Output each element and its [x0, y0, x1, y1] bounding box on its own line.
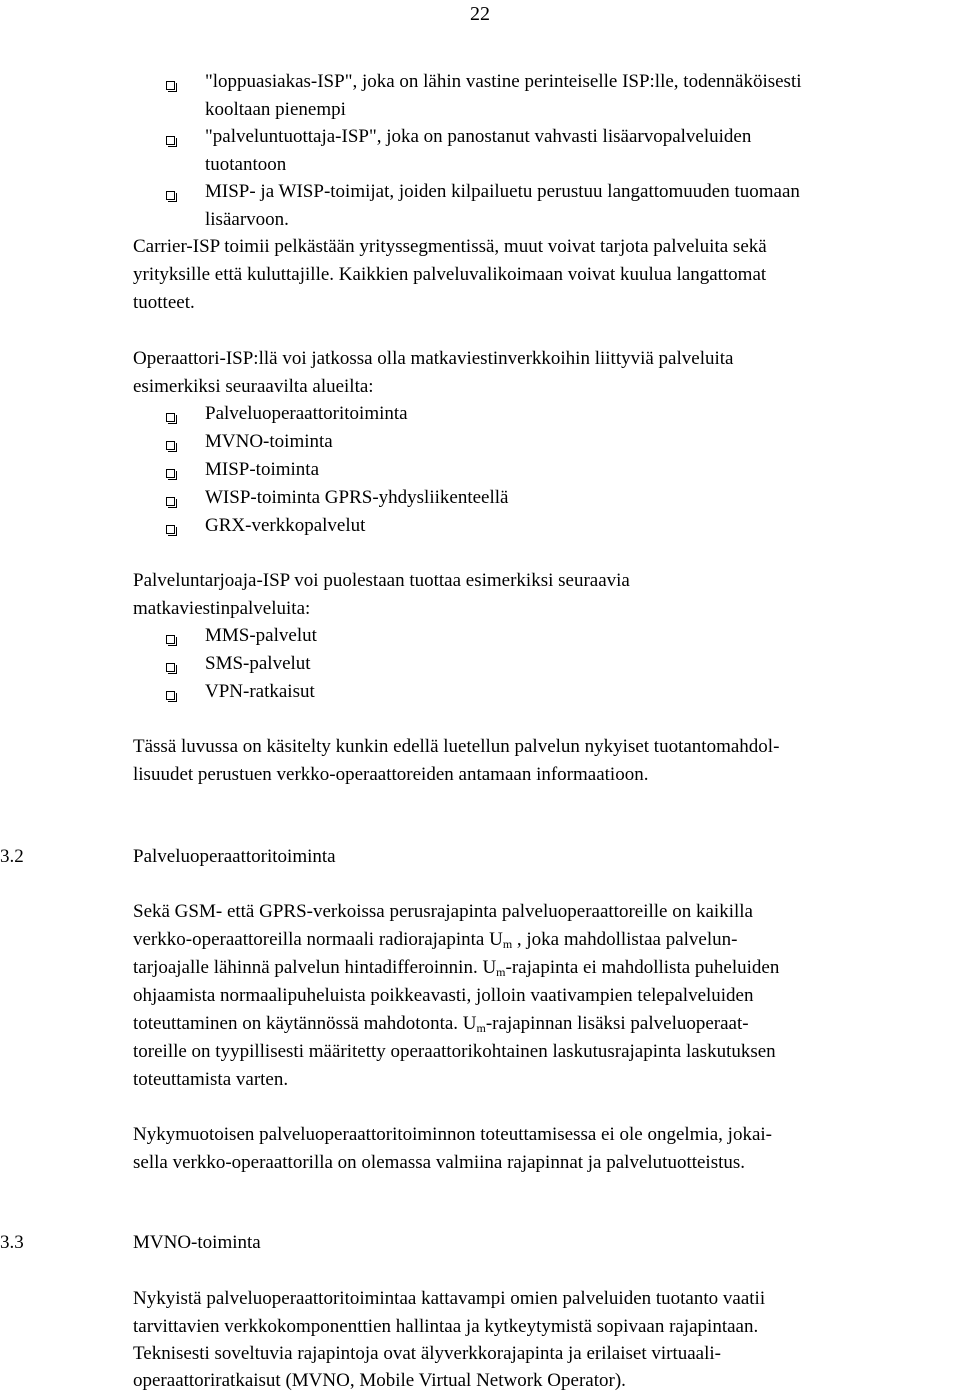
list-item-line: kooltaan pienempi: [205, 99, 346, 120]
paragraph-line: tarvittavien verkkokomponenttien hallintaa ja kytkeytymistä sopivaan rajapintaan.: [133, 1316, 759, 1337]
checkbox-bullet-icon: [166, 413, 175, 422]
checkbox-bullet-icon: [166, 497, 175, 506]
paragraph-line: Teknisesti soveltuvia rajapintoja ovat älyverkkorajapinta ja erilaiset virtuaali-: [133, 1343, 721, 1364]
checkbox-bullet-icon: [166, 469, 175, 478]
paragraph-line: toreille on tyypillisesti määritetty operaattorikohtainen laskutusrajapinta laskutuksen: [133, 1041, 776, 1062]
list-item: SMS-palvelut: [205, 653, 311, 674]
text-run: tarjoajalle lähinnä palvelun hintadifferoinnin. U: [133, 957, 497, 978]
paragraph-line: matkaviestinpalveluita:: [133, 598, 311, 619]
paragraph-line: Carrier-ISP toimii pelkästään yrityssegmentissä, muut voivat tarjota palveluita sekä: [133, 236, 767, 257]
subscript: m: [496, 965, 506, 979]
list-item: GRX-verkkopalvelut: [205, 515, 366, 536]
paragraph-line: [133, 926, 737, 954]
paragraph-line: Nykymuotoisen palveluoperaattoritoiminnon toteuttamisessa ei ole ongelmia, jokai-: [133, 1124, 772, 1145]
paragraph-line: ohjaamista normaalipuheluista poikkeavasti, jolloin vaativampien telepalveluiden: [133, 985, 754, 1006]
list-item: Palveluoperaattoritoiminta: [205, 403, 408, 424]
section-heading: Palveluoperaattoritoiminta: [133, 846, 336, 867]
paragraph-line: Tässä luvussa on käsitelty kunkin edellä luetellun palvelun nykyiset tuotantomahdol-: [133, 736, 780, 757]
paragraph-line: Operaattori-ISP:llä voi jatkossa olla matkaviestinverkkoihin liittyviä palveluita: [133, 348, 734, 369]
paragraph-line: lisuudet perustuen verkko-operaattoreiden antamaan informaatioon.: [133, 764, 649, 785]
list-item-line: "loppuasiakas-ISP", joka on lähin vastine perinteiselle ISP:lle, todennäköisesti: [205, 71, 802, 92]
paragraph-line: tuotteet.: [133, 292, 195, 313]
paragraph-line: yrityksille että kuluttajille. Kaikkien palveluvalikoimaan voivat kuulua langattomat: [133, 264, 767, 285]
section-number: 3.3: [0, 1232, 24, 1253]
subscript: m: [476, 1021, 486, 1035]
list-item-line: tuotantoon: [205, 154, 287, 175]
list-item: VPN-ratkaisut: [205, 681, 315, 702]
paragraph-line: esimerkiksi seuraavilta alueilta:: [133, 376, 374, 397]
paragraph-line: sella verkko-operaattorilla on olemassa valmiina rajapinnat ja palvelutuotteistus.: [133, 1152, 746, 1173]
checkbox-bullet-icon: [166, 635, 175, 644]
list-item-line: MISP- ja WISP-toimijat, joiden kilpailuetu perustuu langattomuuden tuomaan: [205, 181, 800, 202]
section-heading: MVNO-toiminta: [133, 1232, 261, 1253]
paragraph-line: [133, 1010, 749, 1038]
list-item: MVNO-toiminta: [205, 431, 333, 452]
checkbox-bullet-icon: [166, 441, 175, 450]
text-run: -rajapinta ei mahdollista puheluiden: [505, 957, 780, 978]
list-item: MISP-toiminta: [205, 459, 320, 480]
paragraph-line: Sekä GSM- että GPRS-verkoissa perusrajapinta palveluoperaattoreille on kaikilla: [133, 901, 753, 922]
list-item: WISP-toiminta GPRS-yhdysliikenteellä: [205, 487, 509, 508]
checkbox-bullet-icon: [166, 81, 175, 90]
paragraph-line: toteuttamista varten.: [133, 1069, 289, 1090]
checkbox-bullet-icon: [166, 191, 175, 200]
text-run: toteuttaminen on käytännössä mahdotonta. U: [133, 1013, 477, 1034]
list-item-line: "palveluntuottaja-ISP", joka on panostanut vahvasti lisäarvopalveluiden: [205, 126, 752, 147]
paragraph-line: [133, 954, 779, 982]
text-run: , joka mahdollistaa palvelun-: [512, 929, 738, 950]
section-number: 3.2: [0, 846, 24, 867]
paragraph-line: Palveluntarjoaja-ISP voi puolestaan tuottaa esimerkiksi seuraavia: [133, 570, 630, 591]
page-number: 22: [470, 3, 490, 25]
paragraph-line: operaattoriratkaisut (MVNO, Mobile Virtual Network Operator).: [133, 1370, 626, 1391]
checkbox-bullet-icon: [166, 525, 175, 534]
subscript: m: [502, 937, 513, 951]
checkbox-bullet-icon: [166, 691, 175, 700]
checkbox-bullet-icon: [166, 663, 175, 672]
text-run: -rajapinnan lisäksi palveluoperaat-: [485, 1013, 749, 1034]
list-item: MMS-palvelut: [205, 625, 317, 646]
paragraph-line: Nykyistä palveluoperaattoritoimintaa kattavampi omien palveluiden tuotanto vaatii: [133, 1288, 766, 1309]
list-item-line: lisäarvoon.: [205, 209, 289, 230]
checkbox-bullet-icon: [166, 136, 175, 145]
text-run: verkko-operaattoreilla normaali radiorajapinta U: [133, 929, 503, 950]
